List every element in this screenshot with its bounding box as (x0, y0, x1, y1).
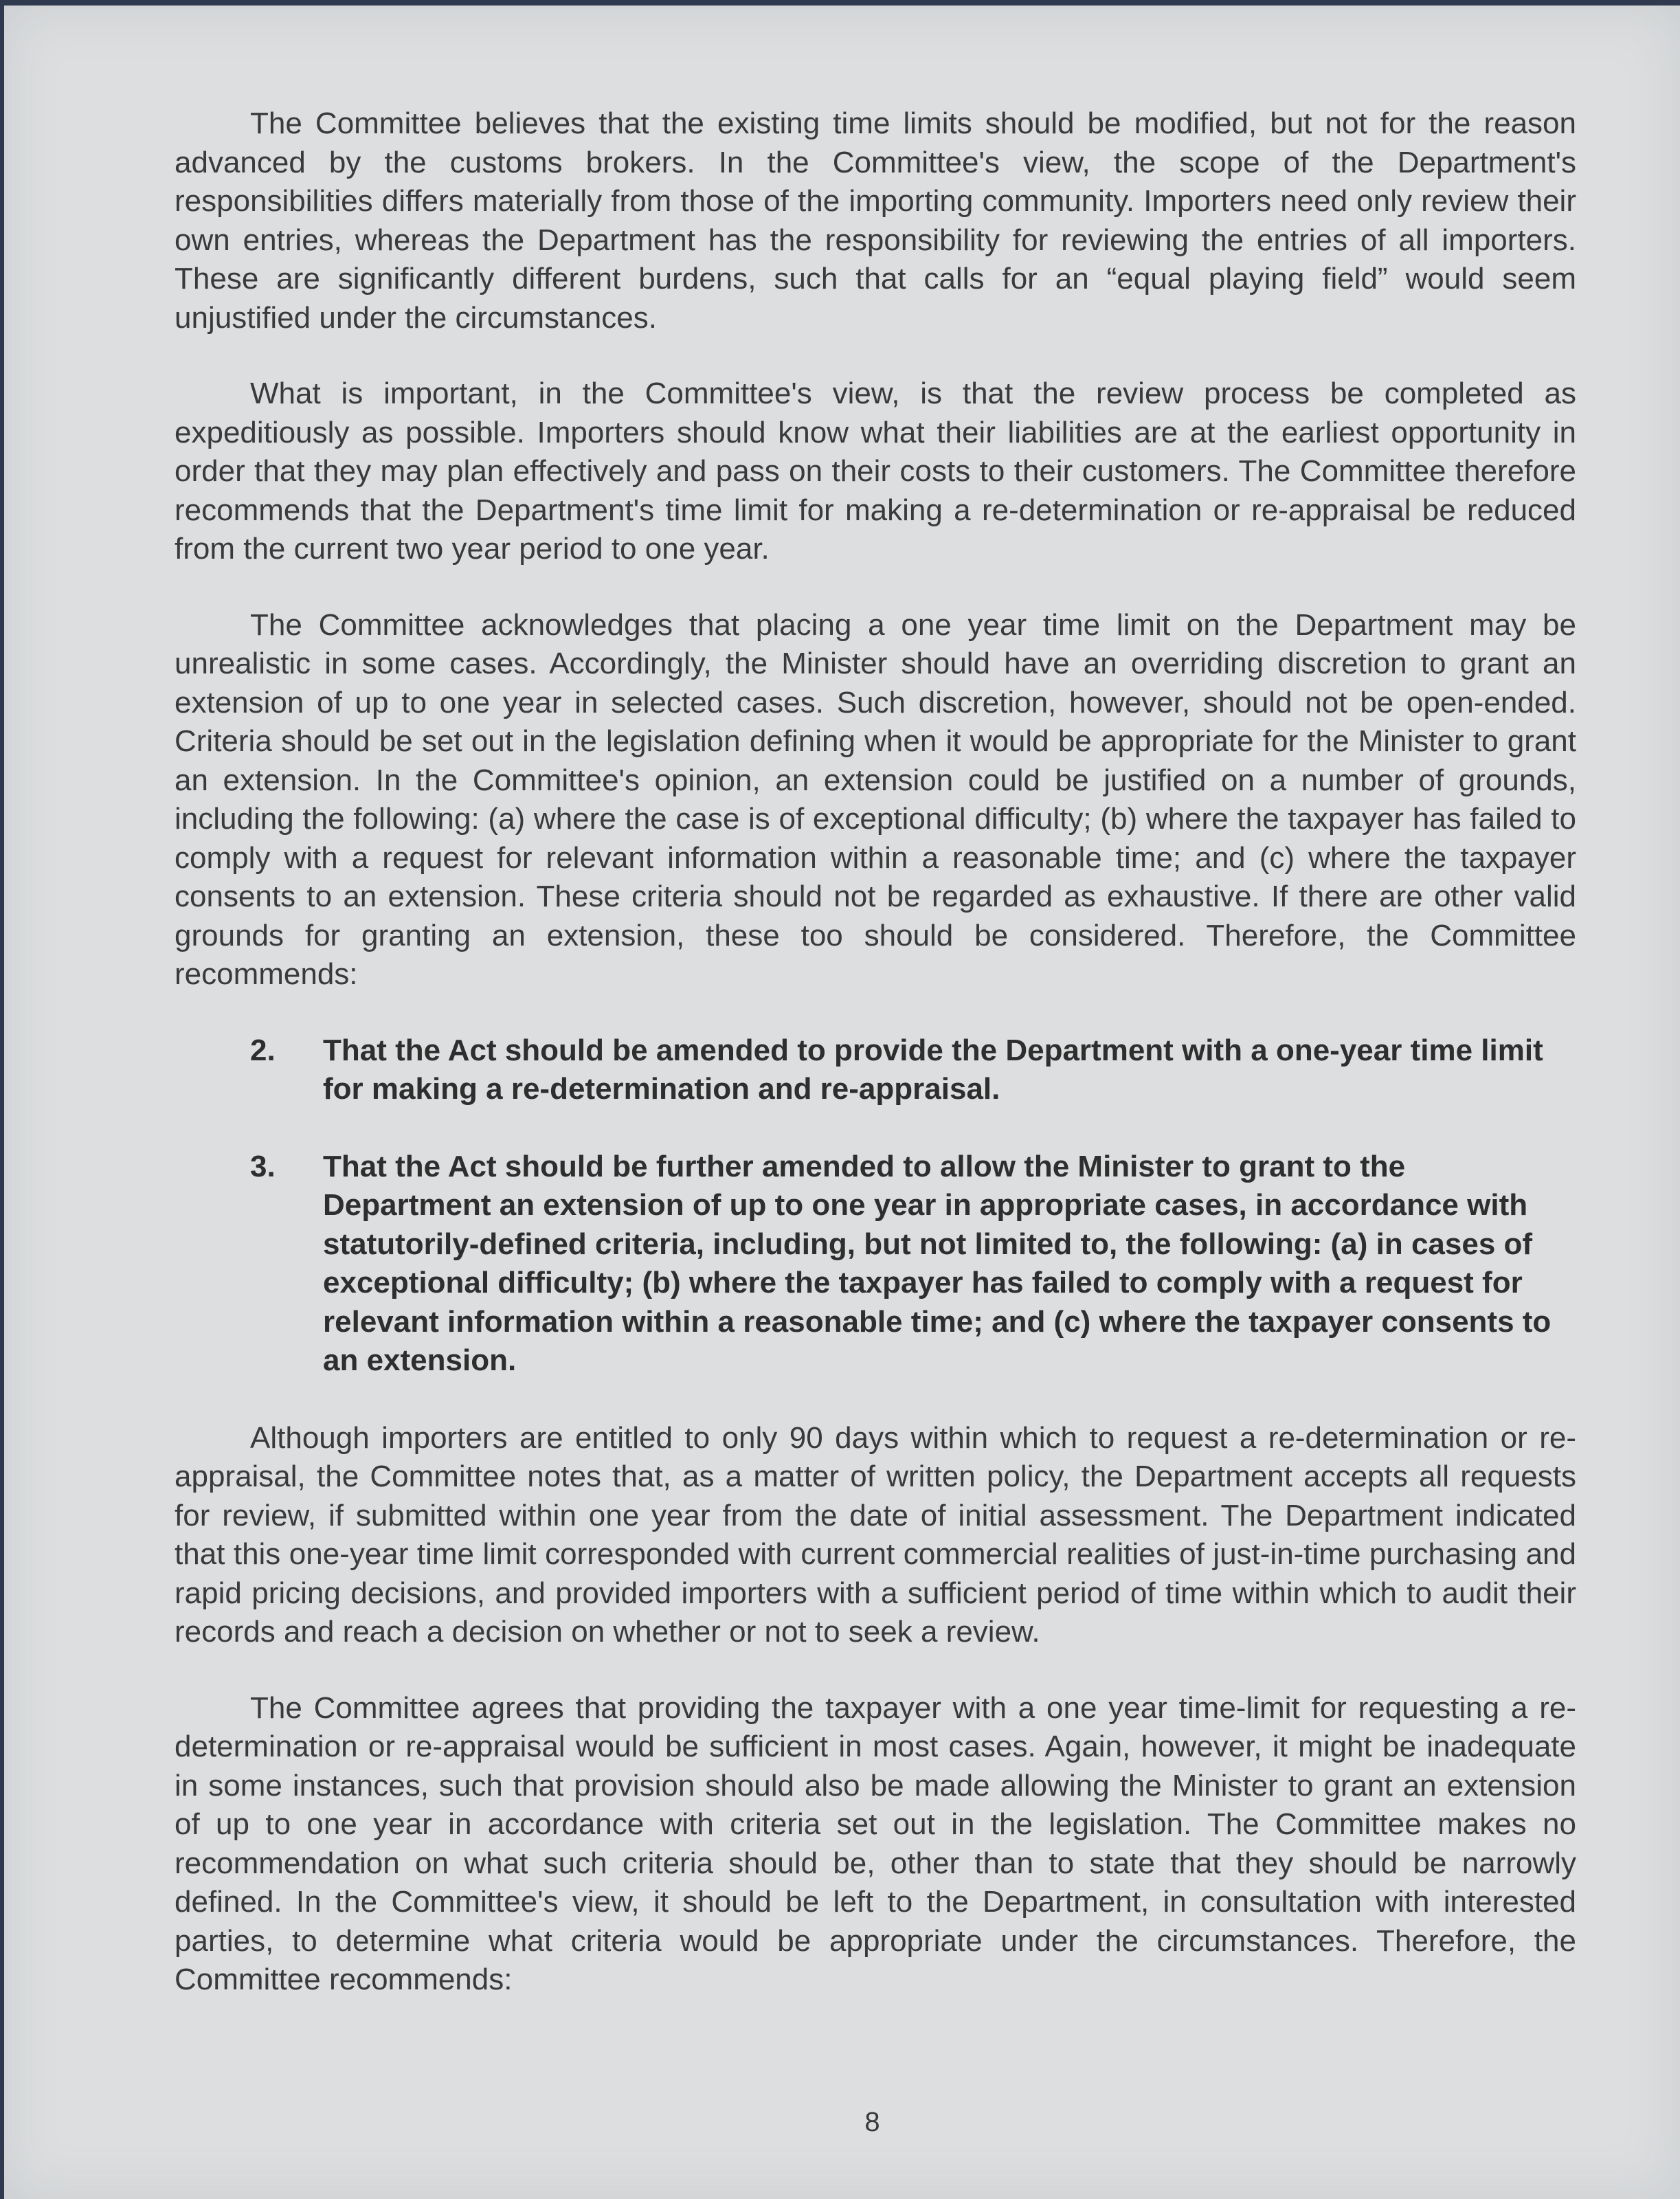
recommendation-text: That the Act should be amended to provide the Department with a one-year time limit for making a re-determination and re-appraisal. (323, 1033, 1543, 1106)
page-content (175, 104, 1576, 2037)
document-page (4, 5, 1680, 2199)
paragraph-minister-discretion: The Committee acknowledges that placing a one year time limit on the Department may be unrealistic in some cases. Accordingly, the Minister should have an overriding discretion to grant an extension of up to one year in selected cases. Such discretion, however, should not be open-ended. Criteria should be set out in the legislation defining when it would be appropriate for the Minister to grant an extension. In the Committee's opinion, an extension could be justified on a number of grounds, including the following: (a) where the case is of exceptional difficulty; (b) where the taxpayer has failed to comply with a request for relevant information within a reasonable time; and (c) where the taxpayer consents to an extension. These criteria should not be regarded as exhaustive. If there are other valid grounds for granting an extension, these too should be considered. Therefore, the Committee recommends: (175, 607, 1576, 991)
recommendation-text: That the Act should be further amended to allow the Minister to grant to the Department an extension of up to one year in appropriate cases, in accordance with statutorily-defined criteria, including, but not limited to, the following: (a) in cases of exceptional difficulty; (b) where the taxpayer has failed to comply with a request for relevant information within a reasonable time; and (c) where the taxpayer consents to an extension. (323, 1149, 1552, 1377)
recommendation-2 (175, 1031, 1576, 1109)
recommendation-number: 2. (250, 1033, 276, 1067)
paragraph-taxpayer-time-limit: The Committee agrees that providing the taxpayer with a one year time-limit for requesting a re-determination or re-appraisal would be sufficient in most cases. Again, however, it might be inadequate in some instances, such that provision should also be made allowing the Minister to grant an extension of up to one year in accordance with criteria set out in the legislation. The Committee makes no recommendation on what such criteria should be, other than to state that they should be narrowly defined. In the Committee's view, it should be left to the Department, in consultation with interested parties, to determine what criteria would be appropriate under the circumstances. Therefore, the Committee recommends: (175, 1690, 1576, 1996)
paragraph-time-limits: The Committee believes that the existing time limits should be modified, but not for the reason advanced by the customs brokers. In the Committee's view, the scope of the Department's responsibilities differs materially from those of the importing community. Importers need only review their own entries, whereas the Department has the responsibility for reviewing the entries of all importers. These are significantly different burdens, such that calls for an “equal playing field” would seem unjustified under the circumstances. (175, 107, 1576, 335)
recommendation-3 (175, 1148, 1576, 1381)
paragraph-importer-requests: Although importers are entitled to only 90 days within which to request a re-determination or re-appraisal, the Committee notes that, as a matter of written policy, the Department accepts all requests for review, if submitted within one year from the date of initial assessment. The Department indicated that this one-year time limit corresponded with current commercial realities of just-in-time purchasing and rapid pricing decisions, and provided importers with a sufficient period of time within which to audit their records and reach a decision on whether or not to seek a review. (175, 1420, 1576, 1649)
page-number: 8 (864, 2107, 880, 2137)
recommendation-number: 3. (250, 1149, 276, 1183)
paragraph-review-process: What is important, in the Committee's view, is that the review process be completed as expeditiously as possible. Importers should know what their liabilities are at the earliest opportunity in order that they may plan effectively and pass on their costs to their customers. The Committee therefore recommends that the Department's time limit for making a re-determination or re-appraisal be reduced from the current two year period to one year. (175, 377, 1576, 566)
